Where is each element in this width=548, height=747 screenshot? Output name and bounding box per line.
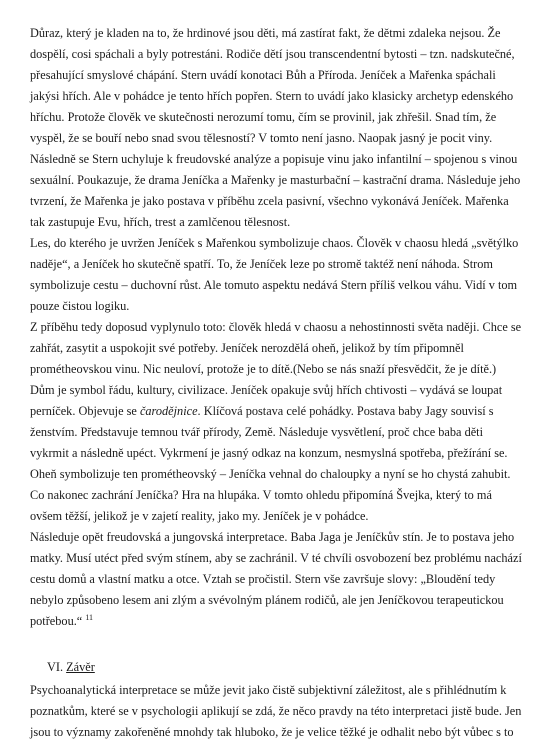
paragraph-line: tak zastupuje Evu, hřích, trest a zamlčenou tělesnost.: [30, 215, 291, 229]
paragraph-line: Následuje opět freudovská a jungovská interpretace. Baba Jaga je Jeníčkův stín. Je to postava jeho: [30, 530, 515, 544]
paragraph-line: poznatkům, které se v psychologii aplikují se zdá, že něco pravdy na této interpretaci jistě bude. Jen: [30, 704, 522, 718]
paragraph-line: dospělí, cosi spáchali a byly potrestáni. Rodiče dětí jsou transcendentní bytosti – tzn. nadskutečné,: [30, 47, 515, 61]
paragraph-line: [30, 614, 93, 629]
paragraph-line: Co nakonec zachrání Jeníčka? Hra na hlupáka. V tomto ohledu připomíná Švejka, který to má: [30, 488, 492, 502]
paragraph-line: pouze čistou logiku.: [30, 299, 130, 313]
section-title: Závěr: [66, 660, 95, 674]
paragraph-line: zahřát, zasytit a uspokojit své potřeby. Jeníček nerozdělá oheň, jelikož by tím připomněl: [30, 341, 464, 355]
paragraph-line: Dům je symbol řádu, kultury, civilizace. Jeníček opakuje svůj hřích chtivosti – vydává se loupat: [30, 383, 503, 397]
emphasized-term: čarodějnice: [139, 404, 198, 418]
paragraph-line: Následně se Stern uchyluje k freudovské analýze a popisuje vinu jako infantilní – spojenou s vinou: [30, 152, 518, 166]
paragraph-line: naděje“, a Jeníček ho skutečně spatří. To, že Jeníček leze po stromě taktéž není náhoda. Strom: [30, 257, 493, 271]
paragraph-line: prométheovskou vinu. Nic neuloví, protože je to dítě.(Nebo se nás snaží přesvědčit, že je dítě.): [30, 362, 497, 376]
paragraph-line: jakýsi hřích. Ale v pohádce je tento hřích popřen. Stern to uvádí jako klasicky archetyp edenského: [30, 89, 514, 103]
section-number: VI.: [47, 660, 67, 674]
paragraph-line: symbolizuje cestu – duchovní růst. Ale tomuto aspektu nedává Stern příliš velkou váhu. Vidí v tom: [30, 278, 518, 292]
paragraph-line: ovšem těžší, jelikož je v zajetí reality, jako my. Jeníček je v pohádce.: [30, 509, 369, 523]
section-heading: [47, 660, 95, 675]
text-run: potřebou.“: [30, 614, 86, 628]
paragraph-line: [30, 404, 494, 419]
text-run: perníček. Objevuje se: [30, 404, 140, 418]
paragraph-line: sexuální. Poukazuje, že drama Jeníčka a Mařenky je masturbační – kastrační drama. Následuje jeho: [30, 173, 521, 187]
paragraph-line: Oheň symbolizuje ten prométheovský – Jeníčka vehnal do chaloupky a nyní se ho chystá zahubit.: [30, 467, 511, 481]
paragraph-line: vykrmit a následně upéct. Vykrmení je jasný odkaz na konzum, nesmyslná spotřeba, přežírání se.: [30, 446, 508, 460]
paragraph-line: matky. Musí utéct před svým stínem, aby se zachránil. V té chvíli osvobození bez problému nachází: [30, 551, 522, 565]
paragraph-line: Důraz, který je kladen na to, že hrdinové jsou děti, má zastírat fakt, že dětmi zdaleka nejsou. Že: [30, 26, 501, 40]
paragraph-line: Z příběhu tedy doposud vyplynulo toto: člověk hledá v chaosu a nehostinnosti světa naději. Chce se: [30, 320, 522, 334]
paragraph-line: přesahující smyslové chápání. Stern uvádí konotaci Bůh a Příroda. Jeníček a Mařenka spáchali: [30, 68, 496, 82]
paragraph-line: cestu domů a vlastní matku a otce. Vztah se pročistil. Stern vše završuje slovy: „Bloudění tedy: [30, 572, 496, 586]
paragraph-line: Psychoanalytická interpretace se může jevit jako čistě subjektivní záležitost, ale s přihlédnutím k: [30, 683, 507, 697]
paragraph-line: jsou to významy zakořeněné mnohdy tak hluboko, že je velice těžké je odhalit nebo být vůbec s to: [30, 725, 514, 739]
paragraph-line: vyspěl, že se bouří nebo snad svou tělesností? V tomto není jasno. Naopak jasný je pocit viny.: [30, 131, 493, 145]
paragraph-line: hříchu. Protože člověk ve skutečnosti nerozumí tomu, čím se provinil, jak zhřešil. Snad tím, že: [30, 110, 497, 124]
paragraph-line: Les, do kterého je uvržen Jeníček s Mařenkou symbolizuje chaos. Člověk v chaosu hledá „světýlko: [30, 236, 519, 250]
paragraph-line: ženstvím. Představuje temnou tvář přírody, Země. Následuje vysvětlení, proč chce baba děti: [30, 425, 484, 439]
paragraph-line: nebylo způsobeno lesem ani zlým a svévolným plánem rodičů, ale jen Jeníčkovou terapeutickou: [30, 593, 504, 607]
paragraph-line: tvrzení, že Mařenka je jako postava v příběhu zcela pasivní, všechno vykonává Jeníček. Mařenka: [30, 194, 509, 208]
text-run: . Klíčová postava celé pohádky. Postava baby Jagy souvisí s: [197, 404, 494, 418]
footnote-reference[interactable]: 11: [85, 612, 94, 622]
